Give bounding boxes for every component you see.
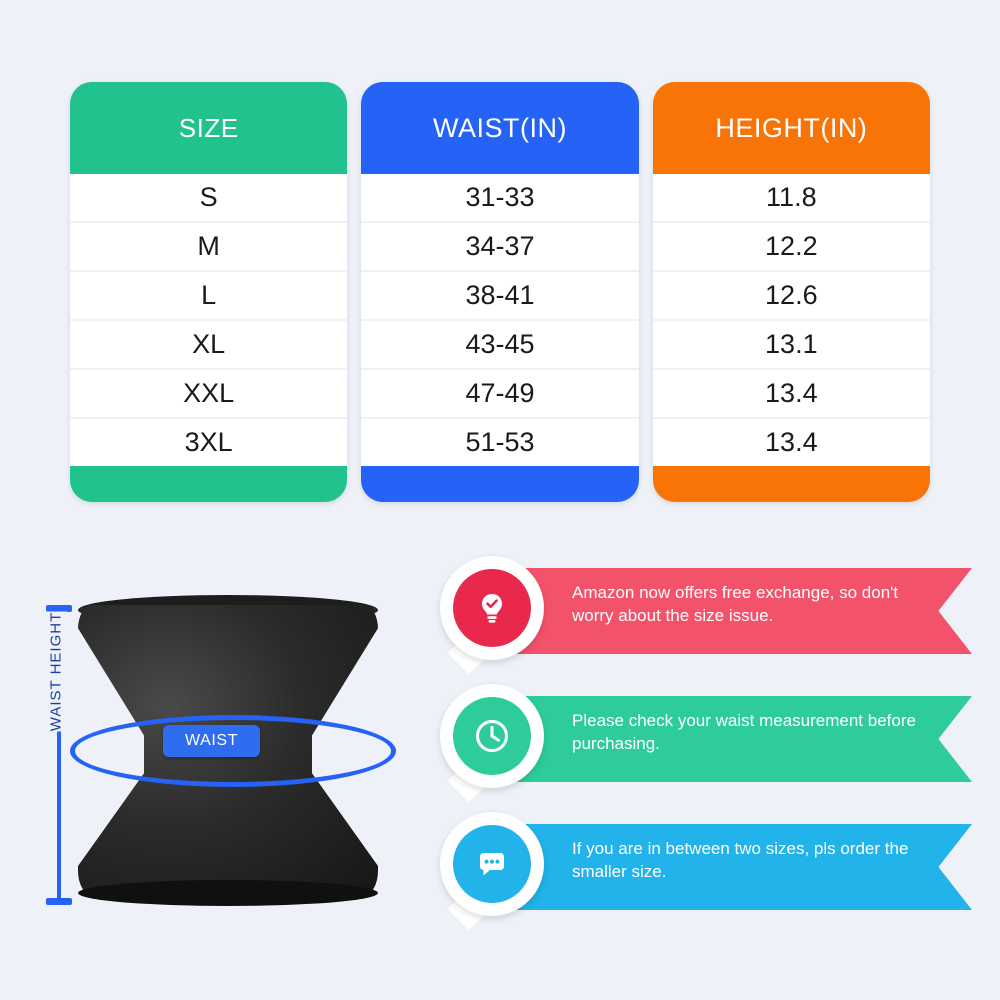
size-column-footer: [70, 466, 347, 502]
waist-column-header: WAIST(IN): [433, 112, 567, 143]
table-cell: S: [70, 174, 347, 223]
table-cell: 12.2: [653, 223, 930, 272]
table-cell: 51-53: [361, 419, 638, 466]
table-cell: XXL: [70, 370, 347, 419]
waist-column-cells: [361, 174, 638, 466]
table-cell: XL: [70, 321, 347, 370]
table-cell: 13.4: [653, 419, 930, 466]
chat-bubble-icon: [453, 825, 531, 903]
size-column-cells: [70, 174, 347, 466]
waist-height-label: WAIST HEIGHT: [45, 612, 68, 732]
note-badge: [440, 812, 544, 916]
note-text: Please check your waist measurement before purchasing.: [572, 711, 916, 753]
table-cell: M: [70, 223, 347, 272]
table-cell: 38-41: [361, 272, 638, 321]
note-badge: [440, 684, 544, 788]
height-column-footer: [653, 466, 930, 502]
table-cell: 12.6: [653, 272, 930, 321]
waist-column-footer: [361, 466, 638, 502]
note-text: If you are in between two sizes, pls order the smaller size.: [572, 839, 909, 881]
notes-list: [432, 556, 972, 940]
note-item: [432, 684, 972, 800]
size-chart-table: [70, 82, 930, 502]
table-cell: L: [70, 272, 347, 321]
lightbulb-icon: [453, 569, 531, 647]
clock-icon: [453, 697, 531, 775]
table-cell: 11.8: [653, 174, 930, 223]
belt-bottom-edge: [78, 880, 378, 906]
size-column: [70, 82, 347, 502]
waist-label: WAIST: [163, 725, 260, 757]
table-cell: 34-37: [361, 223, 638, 272]
height-column-cells: [653, 174, 930, 466]
note-item: [432, 556, 972, 672]
table-cell: 13.4: [653, 370, 930, 419]
note-item: [432, 812, 972, 928]
height-column-header: HEIGHT(IN): [715, 112, 868, 143]
size-column-header: SIZE: [178, 112, 239, 143]
measure-cap-bottom: [46, 898, 72, 905]
note-text: Amazon now offers free exchange, so don't worry about the size issue.: [572, 583, 899, 625]
table-cell: 47-49: [361, 370, 638, 419]
table-cell: 13.1: [653, 321, 930, 370]
table-cell: 31-33: [361, 174, 638, 223]
waist-column: [361, 82, 638, 502]
table-cell: 3XL: [70, 419, 347, 466]
note-badge: [440, 556, 544, 660]
table-cell: 43-45: [361, 321, 638, 370]
height-column: [653, 82, 930, 502]
product-illustration: [18, 560, 418, 980]
